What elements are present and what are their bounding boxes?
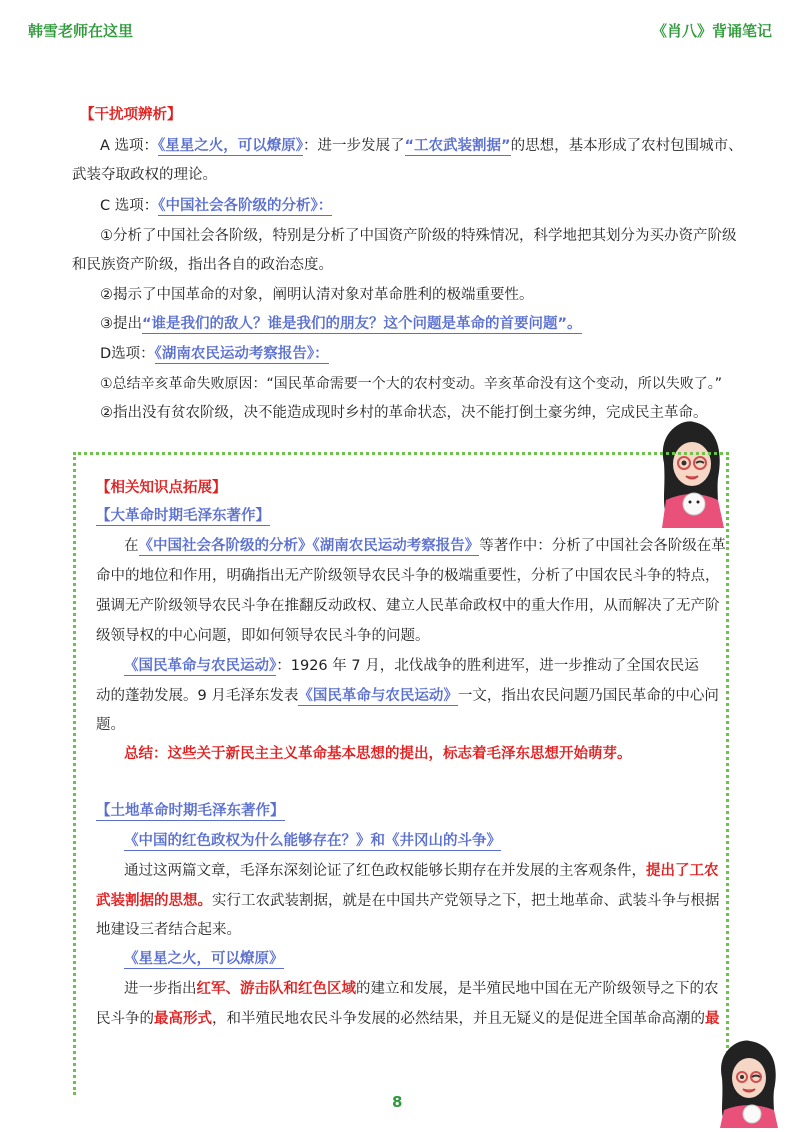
teacher-avatar-small-icon xyxy=(712,1038,786,1128)
option-d-heading: D选项：《湖南农民运动考察报告》： xyxy=(100,346,329,362)
option-c-point1-line2: 和民族资产阶级，指出各自的政治态度。 xyxy=(72,257,333,273)
section2-para1-line1: 通过这两篇文章，毛泽东深刻论证了红色政权能够长期存在并发展的主客观条件，提出了工农 xyxy=(124,863,719,879)
option-d-point1: ①总结辛亥革命失败原因：“国民革命需要一个大的农村变动。辛亥革命没有这个变动，所以失败了。” xyxy=(100,376,723,392)
analysis-title: 【干扰项辨析】 xyxy=(80,107,182,123)
section2-para2-line1: 进一步指出红军、游击队和红色区域的建立和发展，是半殖民地中国在无产阶级领导之下的农 xyxy=(124,981,719,997)
section1-para1-line1: 在《中国社会各阶级的分析》《湖南农民运动考察报告》等著作中：分析了中国社会各阶级在革 xyxy=(124,538,726,554)
option-d-point2: ②指出没有贫农阶级，决不能造成现时乡村的革命状态，决不能打倒土豪劣绅，完成民主革命。 xyxy=(100,405,708,421)
section1-para1-line2: 命中的地位和作用，明确指出无产阶级领导农民斗争的极端重要性，分析了中国农民斗争的特点， xyxy=(96,568,720,584)
option-c-quote: “谁是我们的敌人？谁是我们的朋友？这个问题是革命的首要问题”。 xyxy=(142,316,582,332)
option-c-book: 《中国社会各阶级的分析》： xyxy=(158,198,333,214)
section2-books: 《中国的红色政权为什么能够存在？》和《井冈山的斗争》 xyxy=(124,833,501,849)
section1-para1-line4: 级领导权的中心问题，即如何领导农民斗争的问题。 xyxy=(96,628,430,644)
option-c-heading: C 选项：《中国社会各阶级的分析》： xyxy=(100,198,333,214)
section1-para2-line1: 《国民革命与农民运动》：1926 年 7 月，北伐战争的胜利进军，进一步推动了全国农民运 xyxy=(124,658,699,674)
option-a-book: 《星星之火，可以燎原》 xyxy=(158,138,304,154)
section1-para2-line2: 动的蓬勃发展。9 月毛泽东发表《国民革命与农民运动》一文，指出农民问题乃国民革命的中心问 xyxy=(96,688,719,704)
option-d-book: 《湖南农民运动考察报告》： xyxy=(154,346,329,362)
option-c-point1-line1: ①分析了中国社会各阶级，特别是分析了中国资产阶级的特殊情况，科学地把其划分为买办资产阶级 xyxy=(100,228,737,244)
option-c-point2: ②揭示了中国革命的对象，阐明认清对象对革命胜利的极端重要性。 xyxy=(100,287,534,303)
section1-summary: 总结：这些关于新民主主义革命基本思想的提出，标志着毛泽东思想开始萌芽。 xyxy=(124,746,632,762)
page-number: 8 xyxy=(392,1093,403,1111)
option-a-line1: A 选项：《星星之火，可以燎原》：进一步发展了“工农武装割据”的思想，基本形成了农村包围城市、 xyxy=(100,138,743,154)
section2-para1-line3: 地建设三者结合起来。 xyxy=(96,922,241,938)
section1-book2: 《国民革命与农民运动》 xyxy=(124,658,277,674)
section1-books: 《中国社会各阶级的分析》《湖南农民运动考察报告》 xyxy=(138,538,480,554)
section1-title: 【大革命时期毛泽东著作】 xyxy=(96,508,270,524)
section1-para1-line3: 强调无产阶级领导农民斗争在推翻反动政权、建立人民革命政权中的重大作用，从而解决了无产阶 xyxy=(96,598,720,614)
section2-para2-line2: 民斗争的最高形式，和半殖民地农民斗争发展的必然结果，并且无疑义的是促进全国革命高潮的最 xyxy=(96,1011,720,1027)
header-left-title: 韩雪老师在这里 xyxy=(28,22,134,40)
option-c-point3: ③提出“谁是我们的敌人？谁是我们的朋友？这个问题是革命的首要问题”。 xyxy=(100,316,582,332)
section1-para2-line3: 题。 xyxy=(96,717,125,733)
option-a-term: “工农武装割据” xyxy=(404,138,511,154)
section2-book3: 《星星之火，可以燎原》 xyxy=(124,951,284,967)
option-a-line2: 武装夺取政权的理论。 xyxy=(72,167,217,183)
section2-title: 【土地革命时期毛泽东著作】 xyxy=(96,803,285,819)
header-right-title: 《肖八》背诵笔记 xyxy=(651,22,772,40)
knowledge-title: 【相关知识点拓展】 xyxy=(96,480,227,496)
section2-para1-line2: 武装割据的思想。实行工农武装割据，就是在中国共产党领导之下，把土地革命、武装斗争与根据 xyxy=(96,893,720,909)
section1-book2-again: 《国民革命与农民运动》 xyxy=(298,688,458,704)
